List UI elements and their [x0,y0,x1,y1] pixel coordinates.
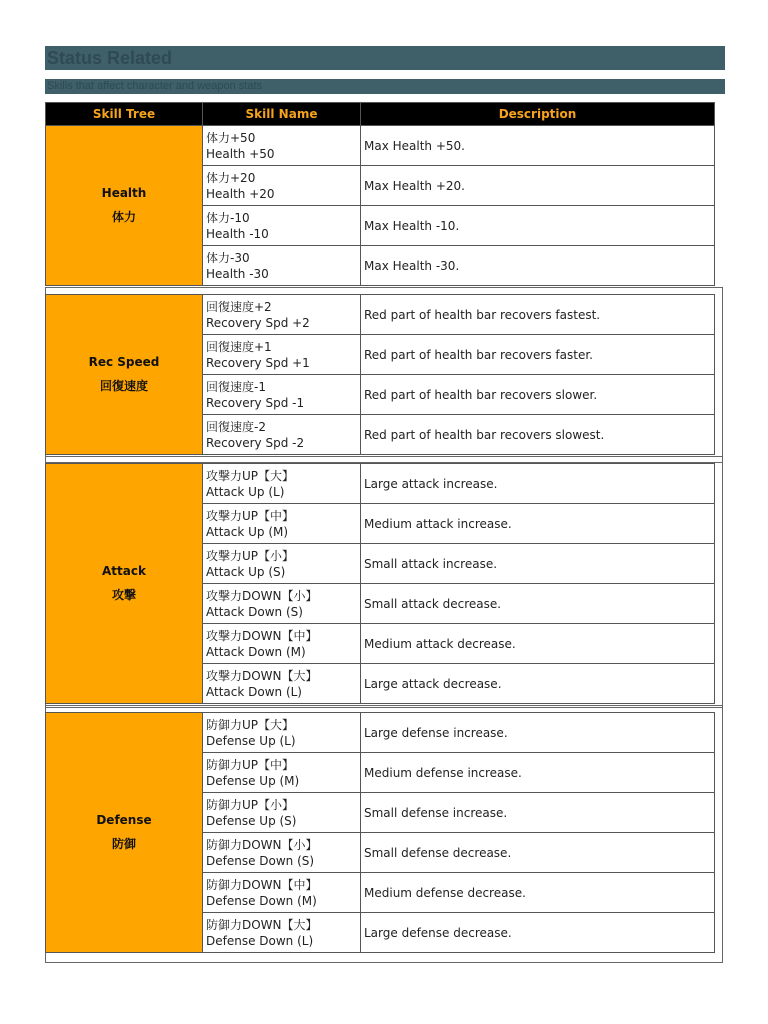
skill-description: Red part of health bar recovers fastest. [361,295,715,335]
table-header-row [46,103,715,126]
skill-name-jp: 防御力UP【大】 [206,717,295,732]
skill-name-en: Recovery Spd -2 [206,435,305,450]
skills-table-health [45,102,715,286]
skill-description: Max Health -10. [361,206,715,246]
column-header-skill-name: Skill Name [203,103,361,126]
skill-name-jp: 回復速度+1 [206,339,272,354]
skill-name-jp: 防御力DOWN【大】 [206,917,318,932]
skill-description: Max Health +20. [361,166,715,206]
skill-name-jp: 攻撃力UP【小】 [206,548,295,563]
skill-name-jp: 回復速度-1 [206,379,266,394]
skill-name-en: Defense Up (M) [206,773,300,788]
skill-name-jp: 防御力UP【小】 [206,797,295,812]
skill-name-cell [203,624,361,664]
skill-name-en: Health +20 [206,186,275,201]
skill-name-cell [203,295,361,335]
skill-name-cell [203,464,361,504]
skill-name-cell [203,415,361,455]
table-row [46,295,715,335]
column-header-description: Description [361,103,715,126]
skill-description: Medium defense decrease. [361,873,715,913]
skill-name-jp: 攻撃力UP【大】 [206,468,295,483]
skill-name-cell [203,206,361,246]
skill-name-jp: 体力-10 [206,210,250,225]
skill-tree-name-en: Rec Speed [88,355,160,369]
section-subtitle: Skills that affect character and weapon stats [47,80,263,92]
skill-name-cell [203,126,361,166]
skills-table-attack [45,463,715,704]
skill-tree-cell-health [46,126,203,286]
skill-name-cell [203,335,361,375]
table-row [46,126,715,166]
skill-name-cell [203,664,361,704]
skill-description: Max Health +50. [361,126,715,166]
skill-description: Large defense increase. [361,713,715,753]
skill-description: Small defense increase. [361,793,715,833]
skill-name-cell [203,753,361,793]
skill-name-cell [203,504,361,544]
table-row [46,464,715,504]
skill-name-en: Health +50 [206,146,275,161]
skill-name-jp: 防御力DOWN【中】 [206,877,318,892]
skill-name-en: Recovery Spd +1 [206,355,310,370]
skill-tree-cell-attack [46,464,203,704]
skill-name-en: Defense Up (S) [206,813,297,828]
skill-name-jp: 体力+20 [206,170,256,185]
skill-name-cell [203,793,361,833]
skill-name-en: Defense Up (L) [206,733,296,748]
skill-description: Small attack decrease. [361,584,715,624]
skill-description: Small defense decrease. [361,833,715,873]
skill-name-en: Recovery Spd +2 [206,315,310,330]
section-subtitle-bar [45,79,725,94]
skill-name-cell [203,713,361,753]
skill-description: Max Health -30. [361,246,715,286]
skill-name-en: Health -10 [206,226,269,241]
skill-name-jp: 攻撃力UP【中】 [206,508,295,523]
skill-name-cell [203,375,361,415]
skill-name-en: Attack Up (L) [206,484,285,499]
skill-name-en: Attack Down (L) [206,684,302,699]
table-row [46,713,715,753]
skill-name-jp: 回復速度+2 [206,299,272,314]
skill-tree-name-jp: 攻撃 [111,588,136,602]
skills-table-defense [45,712,715,953]
skill-name-cell [203,833,361,873]
skill-name-jp: 攻撃力DOWN【中】 [206,628,318,643]
skill-name-cell [203,544,361,584]
skill-name-cell [203,873,361,913]
skill-name-jp: 回復速度-2 [206,419,266,434]
section-title-bar [45,46,725,70]
skill-name-jp: 防御力DOWN【小】 [206,837,318,852]
skill-tree-name-jp: 防御 [111,837,136,851]
skill-tree-name-jp: 回復速度 [99,379,148,393]
skill-name-en: Defense Down (M) [206,893,317,908]
column-header-skill-tree: Skill Tree [46,103,203,126]
skill-tree-name-en: Attack [102,564,146,578]
skill-description: Red part of health bar recovers slower. [361,375,715,415]
skills-table-rec-speed [45,294,715,455]
skill-name-en: Defense Down (L) [206,933,314,948]
skill-name-cell [203,246,361,286]
skill-description: Large defense decrease. [361,913,715,953]
skill-name-en: Health -30 [206,266,269,281]
skill-description: Red part of health bar recovers faster. [361,335,715,375]
skill-description: Medium attack increase. [361,504,715,544]
skill-name-en: Recovery Spd -1 [206,395,305,410]
skill-tree-name-en: Health [101,186,147,200]
skill-description: Medium defense increase. [361,753,715,793]
skill-tree-cell-rec-speed [46,295,203,455]
skill-name-en: Attack Up (S) [206,564,286,579]
skill-name-cell [203,584,361,624]
skill-description: Large attack decrease. [361,664,715,704]
section-title: Status Related [47,48,173,68]
skill-tree-cell-defense [46,713,203,953]
skill-name-jp: 防御力UP【中】 [206,757,295,772]
skill-name-en: Defense Down (S) [206,853,315,868]
skill-name-jp: 攻撃力DOWN【小】 [206,588,318,603]
skill-name-cell [203,166,361,206]
skill-description: Medium attack decrease. [361,624,715,664]
skill-name-jp: 体力+50 [206,130,256,145]
skill-name-cell [203,913,361,953]
skill-name-en: Attack Down (M) [206,644,306,659]
skill-tree-name-jp: 体力 [111,210,136,224]
skill-description: Large attack increase. [361,464,715,504]
skill-name-en: Attack Down (S) [206,604,303,619]
skill-name-jp: 攻撃力DOWN【大】 [206,668,318,683]
skill-name-en: Attack Up (M) [206,524,289,539]
skill-description: Small attack increase. [361,544,715,584]
skill-name-jp: 体力-30 [206,250,250,265]
skill-description: Red part of health bar recovers slowest. [361,415,715,455]
skill-tree-name-en: Defense [96,813,152,827]
